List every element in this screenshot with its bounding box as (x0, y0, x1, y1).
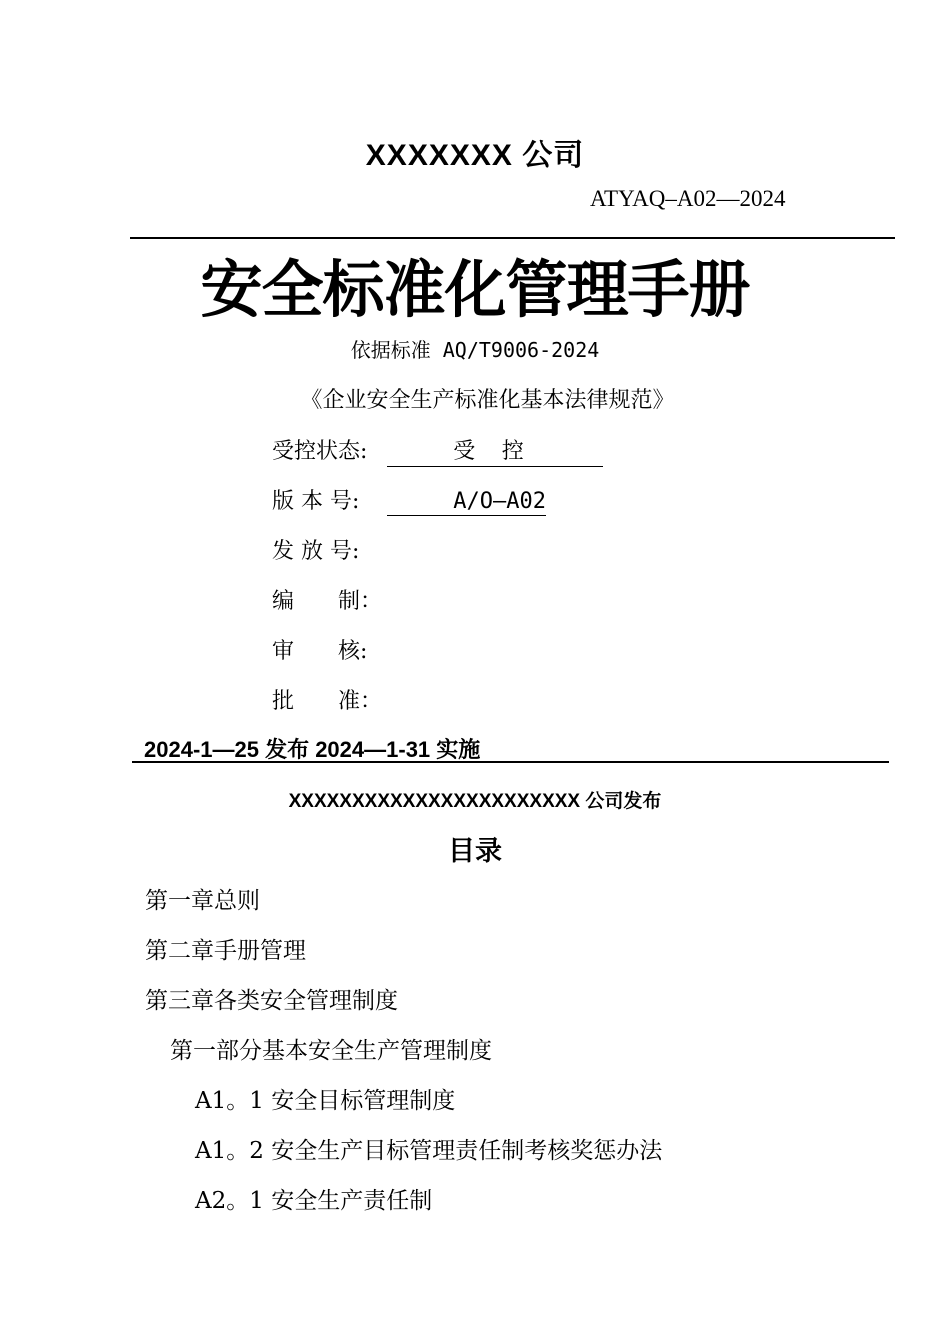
field-version (272, 484, 546, 516)
standard-basis: 依据标准 AQ/T9006-2024 (350, 338, 600, 362)
company-name: XXXXXXX 公司 (365, 139, 585, 172)
manual-title: 安全标准化管理手册 (200, 253, 750, 326)
field-issue-number (272, 534, 387, 565)
field-label: 版 本 号: (272, 489, 360, 514)
field-label: 批 准： (272, 689, 383, 714)
publish-dates: 2024-1—25 发布 2024—1-31 实施 (144, 737, 481, 762)
law-name: 《企业安全生产标准化基本法律规范》 (300, 388, 675, 413)
field-reviewed-by (272, 634, 387, 665)
field-value: A/O—A02 (387, 489, 546, 514)
field-label: 编 制： (272, 589, 383, 614)
toc-item[interactable]: A1。2 安全生产目标管理责任制考核奖惩办法 (195, 1138, 663, 1164)
toc-item[interactable]: 第三章各类安全管理制度 (145, 988, 398, 1014)
toc-item[interactable]: A1。1 安全目标管理制度 (195, 1088, 456, 1114)
field-value: 受 控 (387, 434, 603, 467)
field-compiled-by (272, 584, 387, 615)
document-number: ATYAQ–A02—2024 (590, 186, 786, 211)
field-approved-by (272, 684, 387, 715)
bottom-divider (132, 761, 889, 763)
toc-item[interactable]: A2。1 安全生产责任制 (195, 1188, 433, 1214)
toc-title: 目录 (448, 836, 502, 867)
toc-item[interactable]: 第一章总则 (145, 888, 260, 914)
field-label: 审 核: (272, 639, 368, 664)
top-divider (130, 237, 895, 239)
toc-item[interactable]: 第二章手册管理 (145, 938, 306, 964)
toc-item[interactable]: 第一部分基本安全生产管理制度 (170, 1038, 492, 1064)
field-label: 发 放 号: (272, 539, 360, 564)
field-label: 受控状态: (272, 439, 368, 464)
field-control-status (272, 434, 603, 467)
publisher-line: XXXXXXXXXXXXXXXXXXXXXXX 公司发布 (288, 791, 662, 812)
